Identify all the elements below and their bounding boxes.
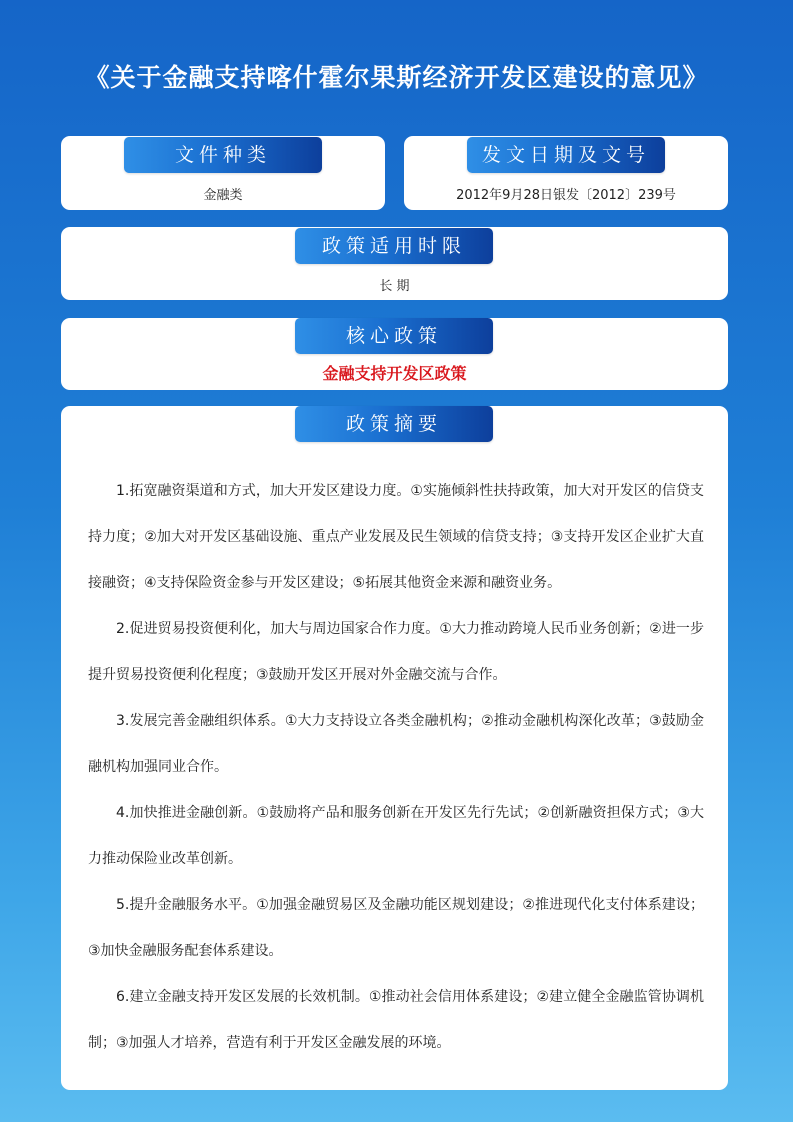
core-policy-label: 核心政策 xyxy=(295,318,493,354)
summary-card xyxy=(61,406,728,1090)
core-policy-value: 金融支持开发区政策 xyxy=(322,364,467,383)
summary-paragraph-1: 1.拓宽融资渠道和方式，加大开发区建设力度。①实施倾斜性扶持政策，加大对开发区的信贷支持力度；②加大对开发区基础设施、重点产业发展及民生领域的信贷支持；③支持开发区企业扩大直接融资；④支持保险资金参与开发区建设；⑤拓展其他资金来源和融资业务。 xyxy=(88,483,704,591)
doc-type-value: 金融类 xyxy=(203,188,243,203)
doc-type-card xyxy=(61,136,385,210)
policy-period-card xyxy=(61,227,728,300)
summary-paragraph-4: 4.加快推进金融创新。①鼓励将产品和服务创新在开发区先行先试；②创新融资担保方式；③大力推动保险业改革创新。 xyxy=(88,805,704,867)
summary-label: 政策摘要 xyxy=(295,406,493,442)
issue-info-value: 2012年9月28日银发〔2012〕239号 xyxy=(456,188,676,203)
summary-body xyxy=(88,468,704,1066)
policy-period-label: 政策适用时限 xyxy=(295,228,493,264)
doc-type-label: 文件种类 xyxy=(124,137,322,173)
summary-paragraph-5: 5.提升金融服务水平。①加强金融贸易区及金融功能区规划建设；②推进现代化支付体系建设；③加快金融服务配套体系建设。 xyxy=(88,897,704,959)
issue-info-card xyxy=(404,136,728,210)
summary-paragraph-3: 3.发展完善金融组织体系。①大力支持设立各类金融机构；②推动金融机构深化改革；③鼓励金融机构加强同业合作。 xyxy=(88,713,704,775)
page-title: 《关于金融支持喀什霍尔果斯经济开发区建设的意见》 xyxy=(84,63,709,92)
core-policy-card xyxy=(61,318,728,390)
summary-paragraph-2: 2.促进贸易投资便利化，加大与周边国家合作力度。①大力推动跨境人民币业务创新；②进一步提升贸易投资便利化程度；③鼓励开发区开展对外金融交流与合作。 xyxy=(88,621,704,683)
issue-info-label: 发文日期及文号 xyxy=(467,137,665,173)
summary-paragraph-6: 6.建立金融支持开发区发展的长效机制。①推动社会信用体系建设；②建立健全金融监管协调机制；③加强人才培养，营造有利于开发区金融发展的环境。 xyxy=(88,989,704,1051)
policy-period-value: 长 期 xyxy=(379,279,410,294)
